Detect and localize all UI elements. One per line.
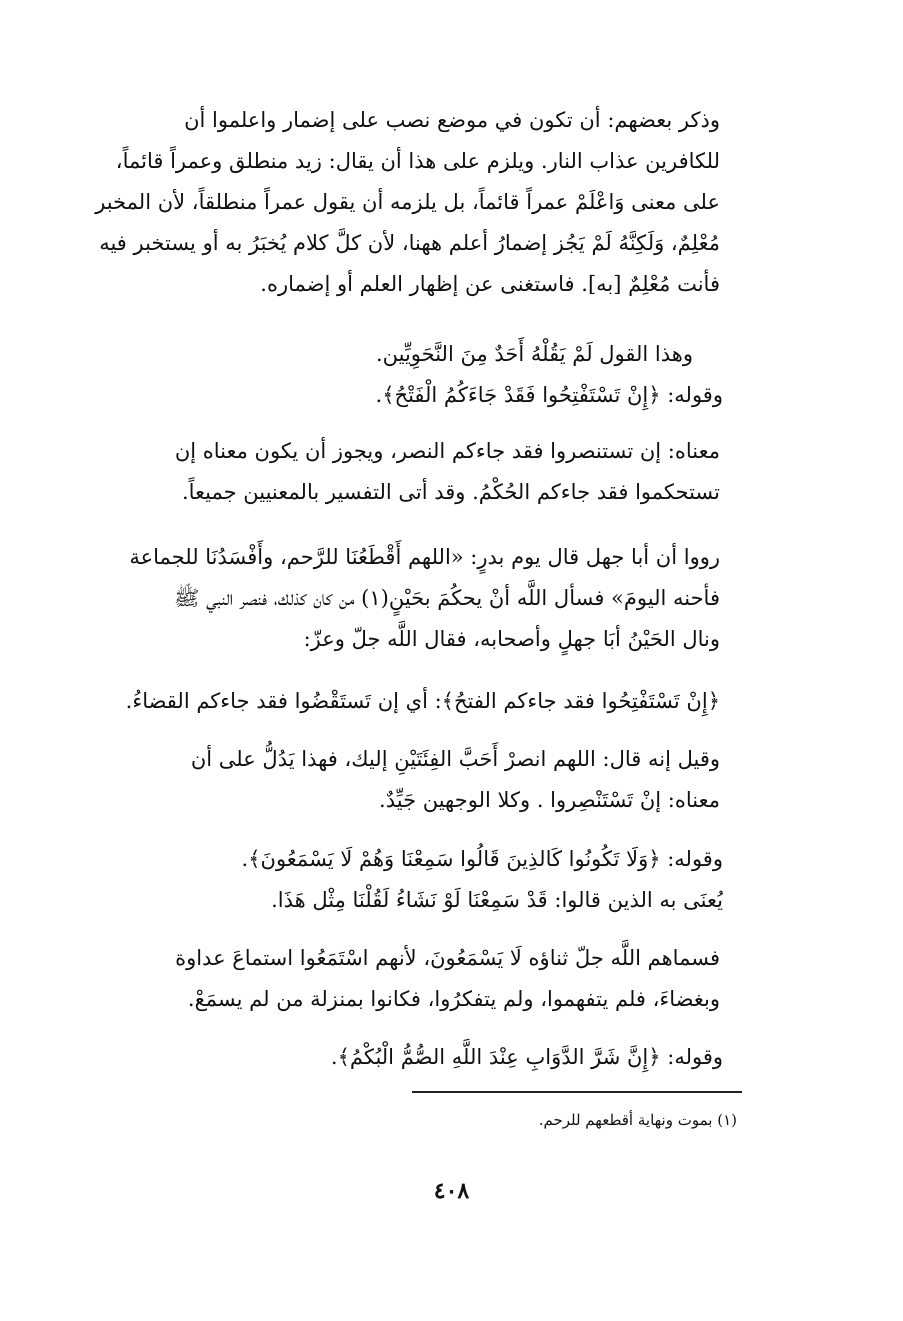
paragraph-5: [82, 938, 720, 1020]
paragraph-3-line: ونال الحَيْنُ أبَا جهلٍ وأصحابه، فقال اللَّه جلّ وعزّ:: [303, 627, 720, 651]
paragraph-1-line: فأنت مُعْلِمٌ [به]. فاستغنى عن إظهار العلم أو إضماره.: [260, 272, 720, 296]
paragraph-1: [82, 100, 720, 305]
grammarian-remark: وهذا القول لَمْ يَقُلْهُ أَحَدٌ مِنَ النَّحَوِيِّين.: [375, 342, 693, 366]
quran-verse-4: وقوله: ﴿إِنَّ شَرَّ الدَّوَابِ عِنْدَ اللَّهِ الصُّمُّ الْبُكْمُ﴾.: [330, 1045, 723, 1069]
paragraph-1-line: وذكر بعضهم: أن تكون في موضع نصب على إضمار واعلموا أن: [184, 108, 720, 132]
paragraph-4: [82, 739, 720, 821]
paragraph-1-line: مُعْلِمٌ، وَلَكِنَّهُ لَمْ يَجُز إضمارُ أعلم ههنا، لأن كلَّ كلام يُخبَرُ به أو يستخبر فيه: [99, 231, 720, 255]
paragraph-2: [82, 431, 720, 513]
paragraph-4-line: معناه: إنْ تَسْتَنْصِروا . وكلا الوجهين جَيِّدٌ.: [379, 788, 720, 812]
paragraph-5-line: وبغضاءَ، فلم يتفهموا، ولم يتفكرُوا، فكانوا بمنزلة من لم يسمَعْ.: [187, 987, 720, 1011]
quran-verse-3: وقوله: ﴿وَلَا تَكُونُوا كَالذِينَ قَالُوا سَمِعْنَا وَهُمْ لَا يَسْمَعُونَ﴾.: [241, 847, 723, 871]
page-number: ٤٠٨: [433, 1178, 470, 1204]
paragraph-2-line: معناه: إن تستنصروا فقد جاءكم النصر، ويجوز أن يكون معناه إن: [174, 439, 720, 463]
paragraph-1-line: على معنى وَاعْلَمْ عمراً قائماً، بل يلزمه أن يقول عمراً منطلقاً، لأن المخبر: [95, 190, 720, 214]
paragraph-3: [82, 537, 720, 660]
paragraph-3-line: فأحنه اليومَ» فسأل اللَّه أنْ يحكُمَ بحَيْنٍ(١) من كان كذلك، فنصر النبي ﷺ: [174, 586, 720, 610]
quran-verse-1: وقوله: ﴿إِنْ تَسْتَفْتِحُوا فَقَدْ جَاءَكُمُ الْفَتْحُ﴾.: [375, 383, 723, 407]
paragraph-5-line: فسماهم اللَّه جلّ ثناؤه لَا يَسْمَعُونَ، لأنهم اسْتَمَعُوا استماعَ عداوة: [175, 946, 720, 970]
footnote: (١) بموت ونهاية أقطعهم للرحم.: [538, 1111, 737, 1129]
verse-explanation: يُعنَى به الذين قالوا: قَدْ سَمِعْنَا لَوْ نَشَاءُ لَقُلْنَا مِثْل هَذَا.: [271, 888, 723, 912]
quran-verse-2: ﴿إِنْ تَسْتَفْتِحُوا فقد جاءكم الفتحُ﴾: أي إن تَستَقْضُوا فقد جاءكم القضاءُ.: [125, 689, 720, 713]
paragraph-3-line: رووا أن أبا جهل قال يوم بدرٍ: «اللهم أَقْطَعُنَا للرَّحم، وأَفْسَدُنَا للجماعة: [129, 545, 720, 569]
footnote-divider: [412, 1091, 742, 1093]
paragraph-2-line: تستحكموا فقد جاءكم الحُكْمُ. وقد أتى التفسير بالمعنيين جميعاً.: [181, 480, 720, 504]
paragraph-1-line: للكافرين عذاب النار. ويلزم على هذا أن يقال: زيد منطلق وعمراً قائماً،: [115, 149, 720, 173]
paragraph-4-line: وقيل إنه قال: اللهم انصرْ أَحَبَّ الفِئَتَيْنِ إليك، فهذا يَدُلُّ على أن: [190, 747, 720, 771]
